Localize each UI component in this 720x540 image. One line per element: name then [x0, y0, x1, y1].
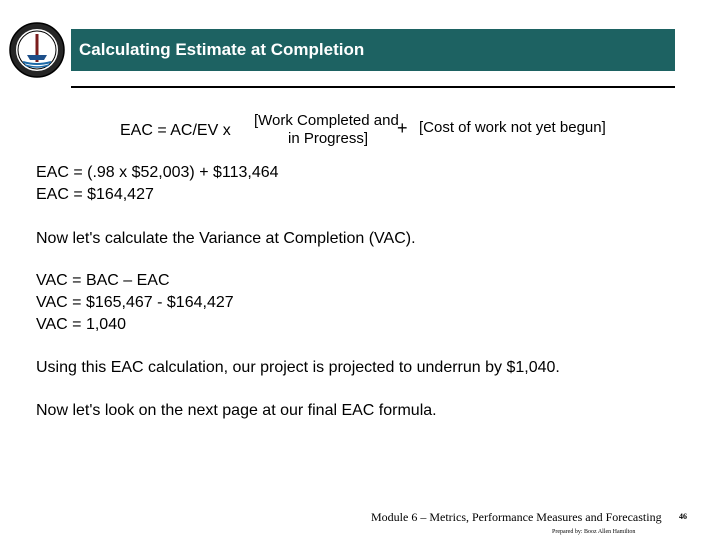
- formula-left: EAC = AC/EV x: [120, 122, 231, 139]
- formula-plus: +: [397, 118, 408, 138]
- title-divider: [71, 86, 675, 88]
- eac-calculation-line: EAC = (.98 x $52,003) + $113,464: [36, 164, 279, 181]
- booz-allen-hamilton-logo: [9, 22, 65, 78]
- formula-fraction-bottom: in Progress]: [288, 130, 369, 147]
- title-bar: [71, 29, 675, 71]
- page-number: 46: [679, 512, 687, 521]
- formula-right: [Cost of work not yet begun]: [419, 119, 606, 136]
- footer-prepared-by: Prepared by: Booz Allen Hamilton: [552, 529, 636, 535]
- footer-module-title: Module 6 – Metrics, Performance Measures and Forecasting: [371, 510, 662, 524]
- next-page-statement: Now let's look on the next page at our final EAC formula.: [36, 402, 437, 419]
- page-title: Calculating Estimate at Completion: [79, 40, 365, 59]
- formula-fraction-top: [Work Completed and: [254, 112, 399, 129]
- vac-calculation-line: VAC = $165,467 - $164,427: [36, 294, 234, 311]
- vac-formula-line: VAC = BAC – EAC: [36, 272, 170, 289]
- vac-intro-line: Now let's calculate the Variance at Completion (VAC).: [36, 230, 416, 247]
- eac-result-line: EAC = $164,427: [36, 186, 154, 203]
- underrun-statement: Using this EAC calculation, our project is projected to underrun by $1,040.: [36, 359, 560, 376]
- vac-result-line: VAC = 1,040: [36, 316, 126, 333]
